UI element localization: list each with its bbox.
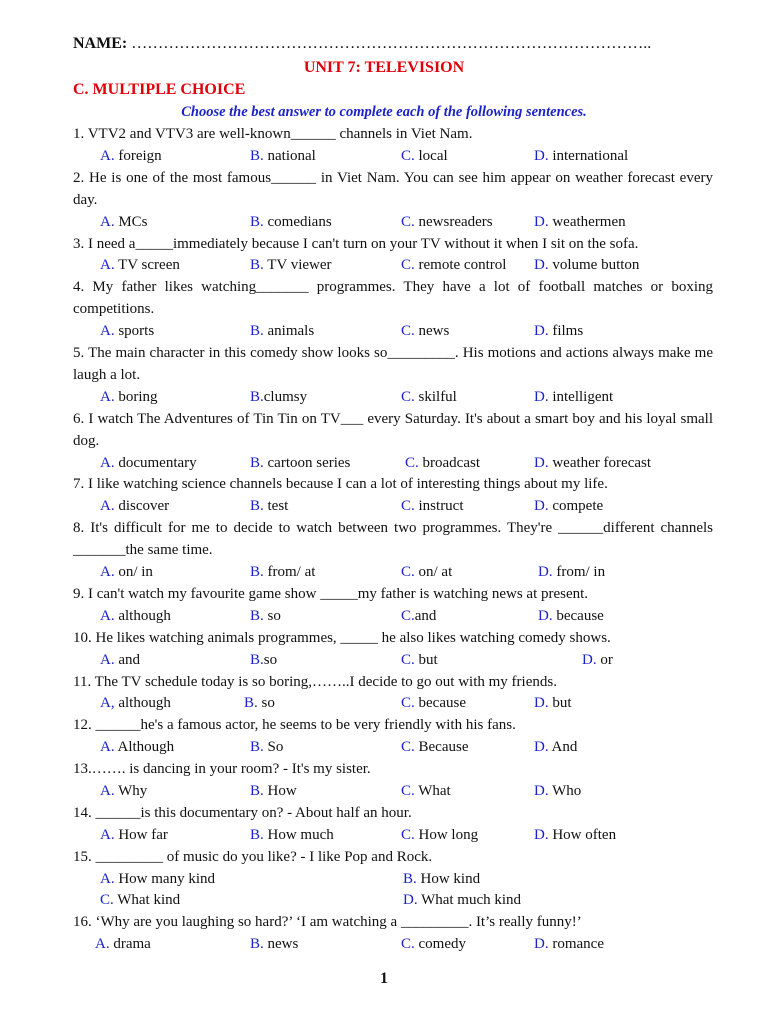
- options-row: [73, 606, 713, 628]
- option-letter: B.: [250, 739, 264, 756]
- option-letter: A.: [100, 388, 115, 405]
- option-text: and: [114, 651, 141, 668]
- option-b[interactable]: [250, 212, 332, 234]
- option-letter: A.: [100, 783, 115, 799]
- option-a[interactable]: [100, 387, 158, 409]
- option-letter: B.: [250, 498, 264, 515]
- option-letter: A,: [100, 695, 115, 712]
- option-letter: B.: [250, 826, 264, 843]
- question-4: [73, 277, 713, 343]
- question-text: 7. I like watching science channels because I can a lot of interesting things about my life.: [73, 476, 608, 493]
- option-letter: C.: [401, 739, 415, 756]
- option-a[interactable]: [100, 825, 168, 847]
- option-text: on/ in: [114, 564, 153, 581]
- option-text: but: [548, 695, 572, 712]
- option-letter: D.: [534, 213, 549, 230]
- option-text: weather forecast: [548, 454, 652, 471]
- option-d[interactable]: [534, 255, 639, 277]
- option-b[interactable]: [250, 387, 307, 409]
- question-text: 5. The main character in this comedy show looks so_________. His motions and actions always make me laugh a lot.: [73, 345, 713, 383]
- option-text: TV viewer: [263, 257, 332, 274]
- option-letter: D.: [538, 564, 553, 581]
- option-letter: B.: [250, 936, 264, 953]
- option-letter: A.: [100, 739, 115, 756]
- option-text: Why: [114, 783, 148, 799]
- option-letter: C.: [401, 826, 415, 843]
- option-b[interactable]: [250, 737, 283, 759]
- option-text: And: [548, 739, 578, 756]
- option-letter: B.: [250, 388, 264, 405]
- option-text: newsreaders: [414, 213, 493, 230]
- option-b[interactable]: [250, 606, 281, 628]
- option-text: So: [263, 739, 284, 756]
- options-row: [73, 934, 713, 956]
- option-text: news: [263, 936, 299, 953]
- option-text: so: [263, 607, 281, 624]
- option-letter: A.: [100, 323, 115, 340]
- question-13: [73, 759, 713, 803]
- option-letter: D.: [534, 323, 549, 340]
- option-text: so: [263, 651, 278, 668]
- option-text: news: [414, 323, 450, 340]
- option-text: because: [414, 695, 466, 712]
- option-text: although: [114, 607, 171, 624]
- options-row: [73, 562, 713, 584]
- option-b[interactable]: [250, 453, 350, 475]
- option-c[interactable]: [401, 934, 466, 956]
- option-a[interactable]: [100, 321, 154, 343]
- option-d[interactable]: [538, 606, 604, 628]
- option-letter: D.: [403, 892, 418, 909]
- option-b[interactable]: [250, 781, 297, 803]
- option-a[interactable]: [95, 934, 151, 956]
- option-letter: A.: [100, 147, 115, 164]
- option-text: drama: [109, 936, 151, 953]
- question-text: 8. It's difficult for me to decide to watch between two programmes. They're ______different channels _______the same time.: [73, 520, 713, 559]
- option-text: How often: [548, 826, 617, 843]
- question-text: 2. He is one of the most famous______ in Viet Nam. You can see him appear on weather forecast every day.: [73, 169, 713, 208]
- option-text: documentary: [114, 454, 197, 471]
- option-text: instruct: [414, 498, 464, 515]
- option-letter: D.: [534, 147, 549, 164]
- option-letter: B.: [244, 695, 258, 712]
- question-text: 16. ‘Why are you laughing so hard?’ ‘I am watching a _________. It’s really funny!’: [73, 914, 582, 931]
- option-text: skilful: [414, 388, 457, 405]
- options-row: [73, 321, 713, 343]
- option-text: remote control: [414, 257, 507, 274]
- option-d[interactable]: [534, 781, 581, 803]
- option-b[interactable]: [250, 650, 277, 672]
- options-row: [73, 212, 713, 234]
- option-d[interactable]: [534, 146, 628, 168]
- option-letter: D.: [534, 826, 549, 843]
- option-text: weathermen: [548, 213, 626, 230]
- option-letter: D.: [582, 651, 597, 668]
- option-c[interactable]: [100, 890, 180, 912]
- option-d[interactable]: [534, 934, 604, 956]
- option-b[interactable]: [250, 934, 298, 956]
- option-letter: D.: [534, 498, 549, 515]
- option-a[interactable]: [100, 146, 162, 168]
- option-letter: B.: [403, 870, 417, 887]
- options-row: [73, 496, 713, 518]
- option-a[interactable]: [100, 781, 147, 803]
- option-text: intelligent: [548, 388, 614, 405]
- option-text: although: [114, 695, 171, 712]
- question-text: 11. The TV schedule today is so boring,……..I decide to go out with my friends.: [73, 673, 557, 690]
- option-d[interactable]: [534, 212, 626, 234]
- option-text: How long: [414, 826, 479, 843]
- option-text: foreign: [114, 147, 162, 164]
- option-letter: B.: [250, 147, 264, 164]
- option-letter: C.: [405, 454, 419, 471]
- option-text: romance: [548, 936, 604, 953]
- option-letter: A.: [95, 936, 110, 953]
- option-c[interactable]: [401, 146, 448, 168]
- question-15: [73, 847, 713, 913]
- question-text: 3. I need a_____immediately because I can't turn on your TV without it when I sit on the sofa.: [73, 235, 639, 252]
- option-d[interactable]: [534, 453, 651, 475]
- option-c[interactable]: [401, 737, 469, 759]
- option-a[interactable]: [100, 650, 140, 672]
- option-text: boring: [114, 388, 158, 405]
- section-title: C. MULTIPLE CHOICE: [73, 81, 246, 98]
- options-row: [73, 255, 713, 277]
- option-d[interactable]: [534, 737, 577, 759]
- option-text: national: [263, 147, 316, 164]
- option-letter: A.: [100, 826, 115, 843]
- option-b[interactable]: [403, 869, 480, 891]
- option-text: comedy: [414, 936, 466, 953]
- option-text: compete: [548, 498, 604, 515]
- option-d[interactable]: [538, 562, 605, 584]
- option-text: so: [257, 695, 275, 712]
- option-text: and: [414, 607, 437, 624]
- option-text: How much: [263, 826, 334, 843]
- option-a[interactable]: [100, 453, 197, 475]
- options-row: [73, 890, 713, 912]
- option-letter: A.: [100, 454, 115, 471]
- option-c[interactable]: [401, 255, 506, 277]
- question-11: [73, 672, 713, 716]
- option-c[interactable]: [401, 387, 457, 409]
- option-letter: D.: [538, 607, 553, 624]
- option-text: on/ at: [414, 564, 453, 581]
- option-text: animals: [263, 323, 315, 340]
- question-14: [73, 803, 713, 847]
- option-letter: B.: [250, 213, 264, 230]
- option-d[interactable]: [534, 693, 572, 715]
- question-text: 10. He likes watching animals programmes, _____ he also likes watching comedy shows.: [73, 629, 611, 646]
- option-letter: D.: [534, 388, 549, 405]
- option-c[interactable]: [401, 562, 452, 584]
- question-3: [73, 234, 713, 278]
- question-text: 6. I watch The Adventures of Tin Tin on TV___ every Saturday. It's about a smart boy and his loyal small dog.: [73, 410, 713, 449]
- question-list: [73, 124, 713, 956]
- option-a[interactable]: [100, 606, 171, 628]
- question-12: [73, 715, 713, 759]
- option-text: because: [552, 607, 604, 624]
- options-row: [73, 650, 713, 672]
- options-row: [73, 146, 713, 168]
- option-letter: C.: [401, 607, 415, 624]
- option-c[interactable]: [401, 212, 493, 234]
- options-row: [73, 387, 713, 409]
- option-a[interactable]: [100, 693, 171, 715]
- question-8: [73, 518, 713, 584]
- option-text: from/ in: [552, 564, 606, 581]
- option-letter: A.: [100, 213, 115, 230]
- option-text: discover: [114, 498, 170, 515]
- option-letter: B.: [250, 454, 264, 471]
- option-text: local: [414, 147, 448, 164]
- option-text: or: [596, 651, 613, 668]
- option-letter: A.: [100, 564, 115, 581]
- option-letter: B.: [250, 783, 264, 799]
- option-text: clumsy: [263, 388, 308, 405]
- question-9: [73, 584, 713, 628]
- option-a[interactable]: [100, 869, 215, 891]
- option-letter: C.: [401, 936, 415, 953]
- option-b[interactable]: [250, 321, 314, 343]
- option-c[interactable]: [405, 453, 480, 475]
- option-letter: D.: [534, 783, 549, 799]
- question-text: 9. I can't watch my favourite game show _____my father is watching news at present.: [73, 585, 589, 602]
- option-d[interactable]: [582, 650, 613, 672]
- options-row: [73, 869, 713, 891]
- option-text: broadcast: [418, 454, 480, 471]
- option-letter: B.: [250, 257, 264, 274]
- option-b[interactable]: [250, 825, 334, 847]
- option-letter: C.: [401, 147, 415, 164]
- option-text: What kind: [113, 892, 181, 909]
- option-text: How many kind: [114, 870, 216, 887]
- option-text: sports: [114, 323, 155, 340]
- option-a[interactable]: [100, 255, 180, 277]
- option-c[interactable]: [401, 650, 438, 672]
- option-text: comedians: [263, 213, 332, 230]
- option-text: How far: [114, 826, 168, 843]
- option-letter: A.: [100, 607, 115, 624]
- option-letter: B.: [250, 607, 264, 624]
- option-c[interactable]: [401, 321, 449, 343]
- option-letter: B.: [250, 651, 264, 668]
- page-number: 1: [380, 970, 388, 987]
- question-6: [73, 409, 713, 475]
- option-letter: D.: [534, 257, 549, 274]
- name-label: NAME:: [73, 35, 128, 52]
- option-b[interactable]: [244, 693, 275, 715]
- options-row: [73, 453, 713, 475]
- option-text: TV screen: [114, 257, 180, 274]
- option-text: films: [548, 323, 584, 340]
- name-line: [73, 35, 733, 53]
- option-c[interactable]: [401, 825, 478, 847]
- option-c[interactable]: [401, 496, 464, 518]
- option-text: test: [263, 498, 289, 515]
- question-16: [73, 912, 713, 956]
- option-b[interactable]: [250, 562, 315, 584]
- question-text: 14. ______is this documentary on? - About half an hour.: [73, 804, 412, 821]
- unit-title: UNIT 7: TELEVISION: [303, 59, 465, 76]
- option-text: cartoon series: [263, 454, 351, 471]
- option-d[interactable]: [534, 496, 603, 518]
- option-letter: A.: [100, 257, 115, 274]
- option-text: Because: [414, 739, 469, 756]
- option-a[interactable]: [100, 496, 169, 518]
- question-2: [73, 168, 713, 234]
- option-letter: B.: [250, 564, 264, 581]
- option-letter: C.: [401, 695, 415, 712]
- option-letter: A.: [100, 498, 115, 515]
- option-letter: C.: [401, 323, 415, 340]
- options-row: [73, 825, 713, 847]
- option-d[interactable]: [403, 890, 521, 912]
- option-d[interactable]: [534, 825, 616, 847]
- option-text: Who: [548, 783, 582, 799]
- name-dots: ……………………………………………………………………………………..: [127, 35, 652, 52]
- option-c[interactable]: [401, 606, 436, 628]
- question-text: 15. _________ of music do you like? - I like Pop and Rock.: [73, 848, 433, 865]
- option-letter: D.: [534, 695, 549, 712]
- option-a[interactable]: [100, 212, 148, 234]
- option-text: What much kind: [417, 892, 522, 909]
- option-letter: C.: [401, 564, 415, 581]
- option-c[interactable]: [401, 693, 466, 715]
- options-row: [73, 781, 713, 803]
- option-letter: C.: [401, 498, 415, 515]
- question-5: [73, 343, 713, 409]
- option-b[interactable]: [250, 146, 316, 168]
- question-1: [73, 124, 713, 168]
- option-letter: B.: [250, 323, 264, 340]
- option-text: international: [548, 147, 629, 164]
- option-letter: D.: [534, 739, 549, 756]
- option-letter: D.: [534, 454, 549, 471]
- option-letter: A.: [100, 651, 115, 668]
- option-text: but: [414, 651, 438, 668]
- option-letter: C.: [401, 257, 415, 274]
- question-text: 12. ______he's a famous actor, he seems to be very friendly with his fans.: [73, 717, 516, 734]
- option-a[interactable]: [100, 562, 153, 584]
- option-letter: C.: [401, 213, 415, 230]
- option-letter: C.: [100, 892, 114, 909]
- option-letter: C.: [401, 651, 415, 668]
- option-text: MCs: [114, 213, 148, 230]
- option-c[interactable]: [401, 781, 451, 803]
- options-row: [73, 737, 713, 759]
- option-text: How: [263, 783, 297, 799]
- option-a[interactable]: [100, 737, 174, 759]
- option-text: from/ at: [263, 564, 316, 581]
- option-text: How kind: [416, 870, 481, 887]
- question-10: [73, 628, 713, 672]
- option-text: Although: [114, 739, 175, 756]
- option-letter: D.: [534, 936, 549, 953]
- option-letter: A.: [100, 870, 115, 887]
- option-d[interactable]: [534, 321, 583, 343]
- option-text: What: [414, 783, 451, 799]
- option-d[interactable]: [534, 387, 613, 409]
- question-text: 1. VTV2 and VTV3 are well-known______ channels in Viet Nam.: [73, 126, 473, 142]
- options-row: [73, 693, 713, 715]
- option-letter: C.: [401, 783, 415, 799]
- question-7: [73, 474, 713, 518]
- question-text: 4. My father likes watching_______ programmes. They have a lot of football matches or boxing competitions.: [73, 279, 713, 318]
- instruction: Choose the best answer to complete each of the following sentences.: [181, 104, 587, 120]
- option-text: volume button: [548, 257, 640, 274]
- option-b[interactable]: [250, 496, 288, 518]
- option-b[interactable]: [250, 255, 332, 277]
- question-text: 13.……. is dancing in your room? - It's my sister.: [73, 761, 371, 778]
- option-letter: C.: [401, 388, 415, 405]
